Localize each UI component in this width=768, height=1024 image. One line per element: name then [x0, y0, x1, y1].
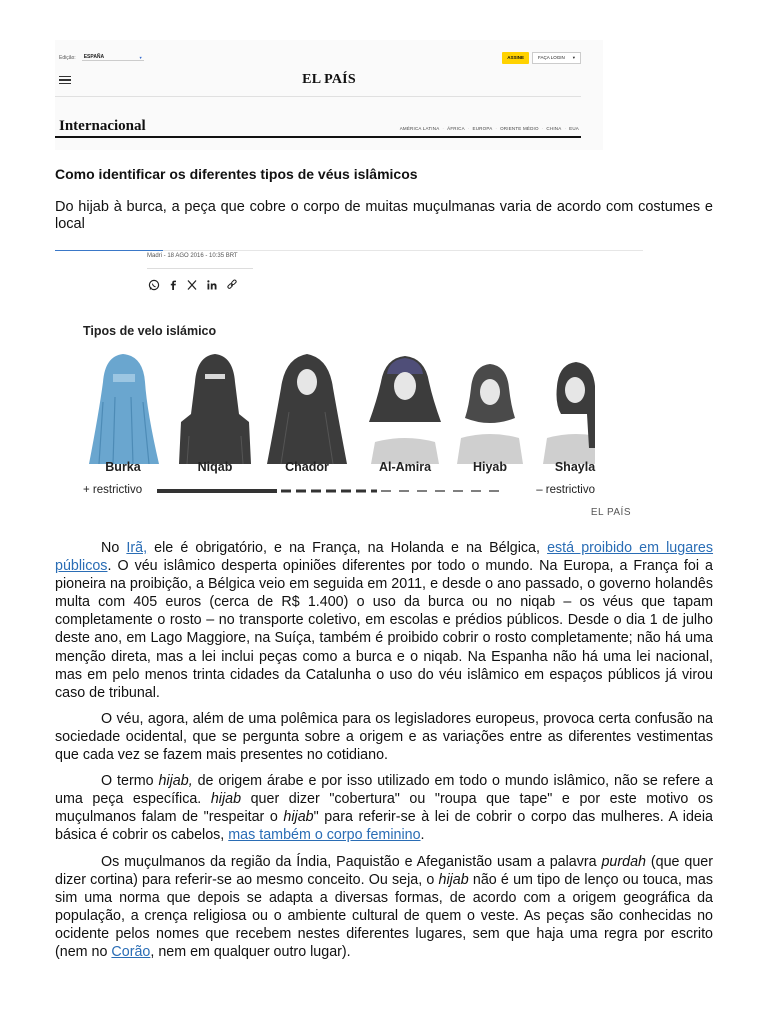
- al-amira-figure: [369, 356, 441, 464]
- figure-title: Tipos de velo islámico: [83, 324, 217, 338]
- paragraph: Os muçulmanos da região da Índia, Paquistão e Afeganistão usam a palavra purdah (que quer dizer cortina) para referir-se ao mesmo conceito. Ou seja, o hijab não é um tipo de lenço ou touca, mas sim uma norma que depois se adapta a diversas formas, de acordo com a origem geográfica da população, a crença religiosa ou o ambiente cultural de quem o veste. As peças são conhecidas no ocidente pelos nomes que recebem nestes diferentes lugares, sem que haja uma regra por escrito (nem no Corão, nem em qualquer outro lugar).: [55, 853, 713, 960]
- hiyab-figure: [457, 364, 523, 464]
- paragraph: O termo hijab, de origem árabe e por isso utilizado em todo o mundo islâmico, não se refere a uma peça específica. hijab quer dizer "cobertura" ou "roupa que tape" e por este motivo os muçulmanos falam de "respeitar o hijab" para referir-se à lei de cobrir o corpo das mulheres. A ideia básica é cobrir os cabelos, mas também o corpo feminino.: [55, 773, 713, 844]
- section-title[interactable]: Internacional: [59, 118, 146, 134]
- login-label: FAÇA LOGIN: [537, 55, 565, 60]
- dateline: Madri - 18 AGO 2016 - 10:35 BRT: [147, 253, 238, 259]
- header-buttons: [502, 52, 581, 64]
- subscribe-button[interactable]: ASSINE: [502, 52, 529, 64]
- whatsapp-icon[interactable]: [148, 279, 160, 291]
- restrictiveness-scale: [83, 482, 593, 496]
- veil-label: Burka: [105, 460, 141, 474]
- scale-right-label: – restrictivo: [536, 484, 595, 496]
- site-logo[interactable]: EL PAÍS: [302, 72, 356, 87]
- link-icon[interactable]: [226, 279, 238, 291]
- x-icon[interactable]: [186, 279, 198, 291]
- veil-label: Niqab: [197, 460, 233, 474]
- linkedin-icon[interactable]: [206, 279, 218, 291]
- figure-credit: EL PAÍS: [590, 507, 631, 518]
- veil-label: Shayla: [554, 460, 596, 474]
- link-corpo-feminino[interactable]: mas também o corpo feminino: [228, 827, 421, 844]
- share-bar: [148, 279, 238, 291]
- edition-select[interactable]: [82, 54, 144, 61]
- veil-label: Hiyab: [472, 460, 508, 474]
- veil-label: Chador: [285, 460, 329, 474]
- divider: [55, 96, 581, 97]
- paragraph: No Irã, ele é obrigatório, e na França, na Holanda e na Bélgica, está proibido em lugares públicos. O véu islâmico desperta opiniões diferentes por todo o mundo. Na Europa, a França foi a pioneira na proibição, a Bélgica veio em seguida em 2011, e desde o ano passado, o governo holandês multa com 405 euros (cerca de R$ 1.400) o uso da burca ou no niqab – os véus que tapam completamente o rosto – no transporte coletivo, em escolas e prédios públicos. Desde o dia 1 de julho deste ano, em Lago Maggiore, na Suíça, também é proibido cobrir o rosto completamente; não há uma menção direta, mas a lei inclui peças como a burca e o niqab. Na Espanha não há uma lei nacional, mas em pelo menos trinta cidades da Catalunha o uso do véu islâmico em espaços públicos já virou caso de tribunal.: [55, 540, 714, 701]
- nav-item[interactable]: AMÉRICA LATINA: [399, 126, 440, 131]
- edition-value: ESPAÑA: [83, 54, 105, 60]
- divider: [163, 250, 643, 251]
- nav-item[interactable]: ORIENTE MÉDIO: [500, 126, 539, 131]
- section-nav: AMÉRICA LATINA · ÁFRICA · EUROPA · ORIENTE MÉDIO · CHINA · EUA: [399, 126, 579, 131]
- scale-left-label: + restrictivo: [83, 484, 143, 496]
- accent-rule: [55, 250, 163, 251]
- article-body: [55, 539, 713, 969]
- article-figure: [55, 248, 645, 528]
- burka-figure: [89, 354, 159, 464]
- chador-figure: [267, 354, 347, 464]
- veil-illustrations: [75, 352, 595, 472]
- nav-item[interactable]: CHINA: [546, 126, 562, 131]
- divider: [147, 268, 253, 269]
- link-corao[interactable]: Corão: [111, 943, 151, 960]
- section-divider: [55, 136, 581, 138]
- veil-label: Al-Amira: [378, 460, 432, 474]
- niqab-figure: [179, 354, 251, 464]
- site-header: [55, 40, 603, 150]
- edition-selector-row: [59, 54, 144, 61]
- paragraph: O véu, agora, além de uma polêmica para os legisladores europeus, provoca certa confusão na sociedade ocidental, que se pergunta sobre a origem e as variações entre as diferentes vestimentas que cada vez se fazem mais presentes no cotidiano.: [55, 710, 713, 764]
- nav-item[interactable]: EUA: [569, 126, 579, 131]
- login-button[interactable]: [532, 52, 581, 64]
- scale-line: [157, 488, 503, 494]
- chevron-down-icon: ▾: [572, 55, 575, 60]
- shayla-figure: [543, 362, 595, 464]
- nav-item[interactable]: EUROPA: [472, 126, 493, 131]
- article-subtitle: Do hijab à burca, a peça que cobre o corpo de muitas muçulmanas varia de acordo com costumes e local: [55, 199, 713, 232]
- edition-label: Edição:: [59, 54, 76, 61]
- article-title: Como identificar os diferentes tipos de véus islâmicos: [55, 166, 418, 182]
- chevron-down-icon: ▾: [139, 54, 142, 60]
- facebook-icon[interactable]: [168, 279, 178, 291]
- nav-item[interactable]: ÁFRICA: [447, 126, 465, 131]
- link-proibido[interactable]: está proibido em lugares públicos: [55, 540, 714, 575]
- link-ira[interactable]: Irã,: [126, 540, 148, 556]
